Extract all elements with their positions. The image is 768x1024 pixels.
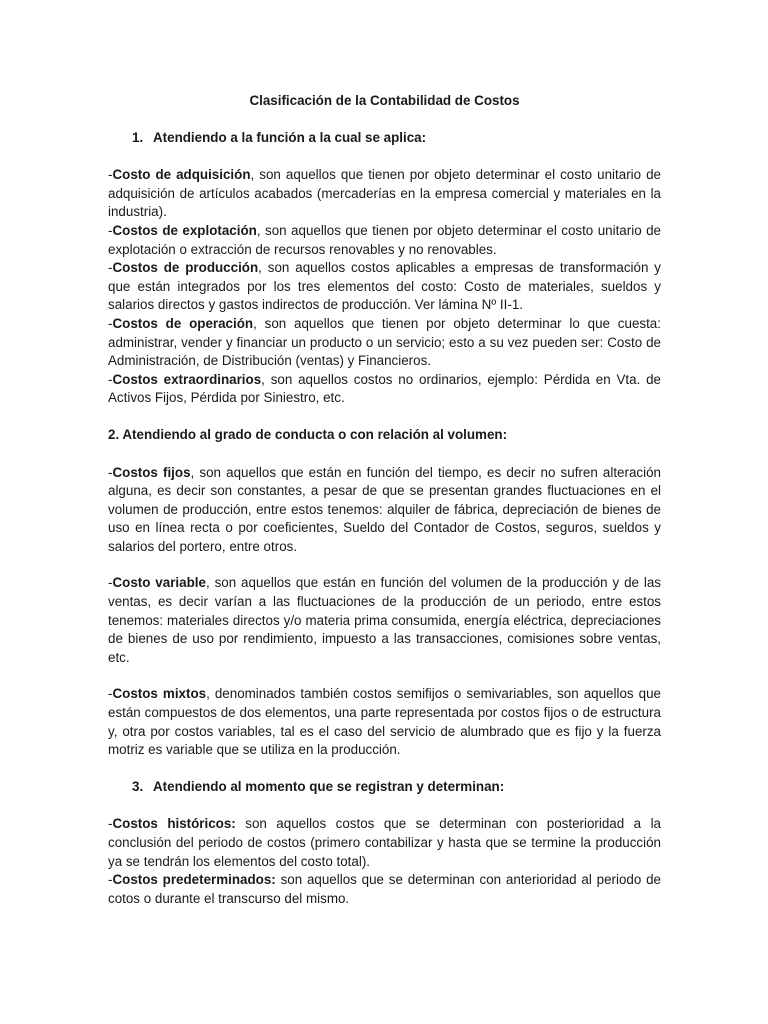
list-dash: - <box>108 816 113 832</box>
list-dash: - <box>108 260 113 276</box>
section-1-number: 1. <box>132 129 144 145</box>
document-title: Clasificación de la Contabilidad de Costos <box>249 93 520 108</box>
paragraph-costo-adquisicion <box>108 166 661 222</box>
section-2-heading: 2. Atendiendo al grado de conducta o con relación al volumen: <box>108 426 508 442</box>
term-costos-fijos: Costos fijos <box>112 464 191 480</box>
term-costos-extraordinarios: Costos extraordinarios <box>112 371 262 387</box>
term-costos-historicos: Costos históricos: <box>112 816 236 832</box>
document-page <box>108 92 661 908</box>
paragraph-costos-mixtos <box>108 685 661 759</box>
definition-text: , son aquellos que tienen por objeto determinar el costo unitario de adquisición de artículos acabados (mercaderías en la empresa comercial y materiales en la industria). <box>108 167 662 220</box>
spacer <box>108 667 661 685</box>
definition-text: , son aquellos que tienen por objeto determinar el costo unitario de explotación o extracción de recursos renovables y no renovables. <box>108 222 661 257</box>
paragraph-costos-fijos <box>108 464 661 557</box>
spacer <box>108 760 661 778</box>
spacer <box>108 556 661 574</box>
definition-text: , son aquellos costos no ordinarios, ejemplo: Pérdida en Vta. de Activos Fijos, Pérdida por Siniestro, etc. <box>108 371 661 406</box>
definition-text: son aquellos que se determinan con anterioridad al periodo de cotos o durante el transcurso del mismo. <box>108 872 661 906</box>
definition-text: , son aquellos que tienen por objeto determinar lo que cuesta: administrar, vender y financiar un producto o un servicio; esto a su vez pueden ser: Costo de Administración, de Distribución (ventas) y Financieros. <box>108 315 661 369</box>
list-dash: - <box>108 167 113 183</box>
definition-text: , son aquellos que están en función del tiempo, es decir no sufren alteración alguna, es decir son constantes, a pesar de que se presentan grandes fluctuaciones en el volumen de producción, entre estos tenemos: alquiler de fábrica, depreciación de bienes de uso en línea recta o por coeficientes, Sueldo del Contador de Costos, seguros, sueldos y salarios del portero, entre otros. <box>108 464 661 554</box>
term-costo-adquisicion: Costo de adquisición <box>112 167 251 183</box>
term-costo-variable: Costo variable <box>112 575 206 591</box>
spacer <box>108 408 661 426</box>
term-costos-predeterminados: Costos predeterminados: <box>112 872 276 888</box>
list-dash: - <box>108 371 113 387</box>
paragraph-costo-variable <box>108 574 661 667</box>
section-1-heading <box>108 129 661 148</box>
definition-text: , son aquellos costos aplicables a empresas de transformación y que están integrados por los tres elementos del costo: Costo de materiales, sueldos y salarios directos y gastos indirectos de producción. Ver lámina Nº II-1. <box>108 260 662 313</box>
section-3-number: 3. <box>132 778 144 794</box>
list-dash: - <box>108 464 113 480</box>
paragraph-costos-predeterminados <box>108 871 661 908</box>
paragraph-costos-operacion <box>108 315 661 371</box>
paragraph-costos-explotacion <box>108 222 661 259</box>
list-dash: - <box>108 686 113 702</box>
definition-text: son aquellos costos que se determinan con posterioridad a la conclusión del periodo de costos (primero contabilizar y hasta que se termine la producción ya se tendrán los elementos del costo total). <box>108 816 661 869</box>
list-dash: - <box>108 222 113 238</box>
term-costos-mixtos: Costos mixtos <box>112 686 207 702</box>
paragraph-costos-produccion <box>108 259 661 315</box>
paragraph-costos-extraordinarios <box>108 371 661 408</box>
paragraph-costos-historicos <box>108 815 661 871</box>
term-costos-produccion: Costos de producción <box>112 260 259 276</box>
section-3-heading-text: Atendiendo al momento que se registran y determinan: <box>153 778 505 794</box>
list-dash: - <box>108 575 113 591</box>
section-3-heading <box>108 778 661 797</box>
list-dash: - <box>108 315 113 331</box>
term-costos-operacion: Costos de operación <box>112 315 254 331</box>
definition-text: , son aquellos que están en función del volumen de la producción y de las ventas, es decir varían a las fluctuaciones de la producción de un periodo, entre estos tenemos: materiales directos y/o materia prima consumida, energía eléctrica, depreciaciones de bienes de uso por rendimiento, impuesto a las transacciones, comisiones sobre ventas, etc. <box>108 575 661 665</box>
section-1-heading-text: Atendiendo a la función a la cual se aplica: <box>153 129 427 145</box>
list-dash: - <box>108 872 113 888</box>
term-costos-explotacion: Costos de explotación <box>112 222 257 238</box>
definition-text: , denominados también costos semifijos o semivariables, son aquellos que están compuestos de dos elementos, una parte representada por costos fijos o de estructura y, otra por costos variables, tal es el caso del servicio de alumbrado que es fijo y la fuerza motriz es variable que se utiliza en la producción. <box>108 686 662 758</box>
